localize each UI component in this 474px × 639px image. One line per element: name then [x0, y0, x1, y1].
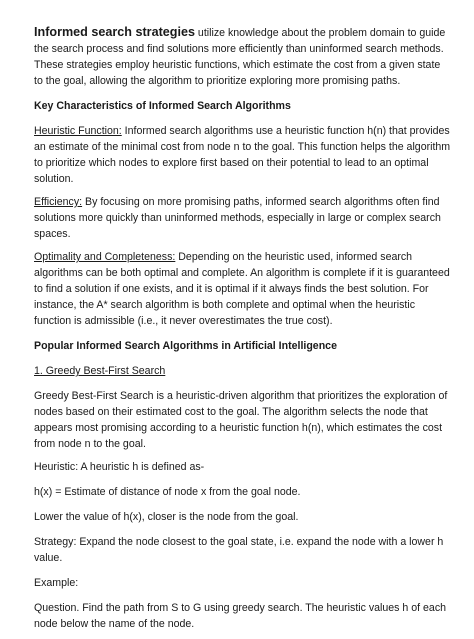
heuristic-definition: Heuristic: A heuristic h is defined as-	[34, 461, 205, 473]
greedy-description: Greedy Best-First Search is a heuristic-driven algorithm that prioritizes the exploration of nodes based on their estimated cost to the goal. The algorithm selects the node that appears most promising according to a heuristic function h(n), which estimates the cost from node n to the goal.	[34, 390, 448, 450]
heuristic-function-paragraph	[34, 123, 452, 187]
strategy-text: Strategy: Expand the node closest to the goal state, i.e. expand the node with a lower h value.	[34, 536, 444, 564]
optimality-text: Depending on the heuristic used, informed search algorithms can be both optimal and complete. An algorithm is complete if it is guaranteed to find a solution if one exists, and it is optimal if it always finds the best solution. For instance, the A* search algorithm is both complete and optimal when the heuristic function is admissible (i.e., it never overestimates the true cost).	[34, 251, 450, 327]
efficiency-paragraph	[34, 194, 452, 242]
efficiency-text: By focusing on more promising paths, informed search algorithms often find solutions more quickly than uninformed methods, especially in large or complex search spaces.	[34, 196, 441, 240]
intro-paragraph	[34, 24, 452, 89]
example-label: Example:	[34, 577, 79, 589]
characteristics-heading: Key Characteristics of Informed Search Algorithms	[34, 100, 291, 112]
document-page	[34, 24, 452, 639]
popular-algorithms-heading: Popular Informed Search Algorithms in Artificial Intelligence	[34, 340, 337, 352]
heuristic-function-term: Heuristic Function:	[34, 125, 122, 137]
greedy-subheading	[34, 363, 452, 379]
heuristic-function-text: Informed search algorithms use a heuristic function h(n) that provides an estimate of the minimal cost from node n to the goal. This function helps the algorithm to prioritize which nodes to explore first based on their potential to lead to an optimal solution.	[34, 125, 451, 185]
optimality-term: Optimality and Completeness:	[34, 251, 176, 263]
lower-value-note: Lower the value of h(x), closer is the node from the goal.	[34, 511, 299, 523]
question-text: Question. Find the path from S to G using greedy search. The heuristic values h of each node below the name of the node.	[34, 602, 447, 630]
optimality-paragraph	[34, 249, 452, 329]
intro-title: Informed search strategies	[34, 25, 195, 39]
heuristic-formula: h(x) = Estimate of distance of node x from the goal node.	[34, 486, 301, 498]
greedy-subheading-text: 1. Greedy Best-First Search	[34, 365, 166, 377]
intro-text: utilize knowledge about the problem domain to guide the search process and find solutions more efficiently than uninformed search methods. These strategies employ heuristic functions, which estimate the cost from a given state to the goal, allowing the algorithm to prioritize exploring more promising paths.	[34, 27, 446, 87]
efficiency-term: Efficiency:	[34, 196, 83, 208]
